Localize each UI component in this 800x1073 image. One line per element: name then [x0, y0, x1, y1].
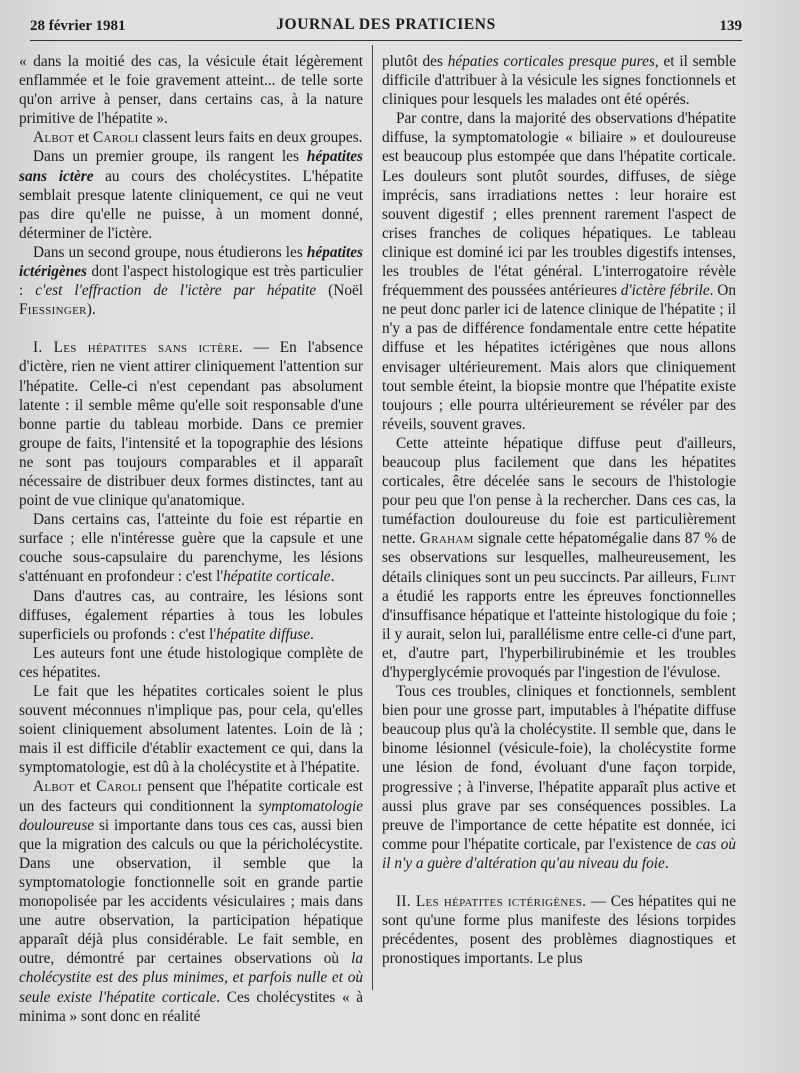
- journal-title: JOURNAL DES PRATICIENS: [276, 16, 496, 33]
- paragraph: [382, 682, 736, 873]
- text: et: [74, 129, 93, 147]
- section-heading: I. Les hépatites sans ictère.: [33, 339, 243, 357]
- author-name: Caroli: [96, 778, 142, 796]
- paragraph: [19, 682, 363, 777]
- paragraph: [19, 147, 363, 242]
- emphasis: cas où il n'y a guère d'altération qu'au niveau du foie: [382, 835, 736, 872]
- running-header: [30, 14, 742, 38]
- text: .: [664, 854, 669, 872]
- text: Dans certains cas, l'atteinte du foie est répartie en surface ; elle n'intéresse guère que la capsule et une couche sous-capsulaire du parenchyme, les lésions s'atténuant en profondeur : c'est l': [19, 511, 363, 586]
- paragraph: [19, 587, 363, 644]
- section-paragraph: [382, 892, 736, 968]
- paragraph: [19, 243, 363, 319]
- section-heading: II. Les hépatites ictérigènes.: [396, 893, 587, 911]
- paragraph: [19, 777, 363, 1025]
- text: — En l'absence d'ictère, rien ne vient attirer cliniquement l'attention sur l'hépatite. Celle-ci n'est cependant pas absolument latente : il semble même qu'elle soit responsable d'une bonne partie du tableau morbide. Dans ce premier groupe de faits, l'intensité et la topographie des lésions ne sont pas toujours comparables et il apparaît nécessaire de distribuer deux formes distinctes, tant au point de vue clinique qu'anatomique.: [19, 339, 363, 510]
- emphasis: hépatite corticale: [223, 568, 331, 586]
- author-name: Graham: [419, 530, 474, 548]
- text: (Noël: [316, 282, 364, 300]
- text: « dans la moitié des cas, la vésicule était légèrement enflammée et le foie gravement atteint... de telle sorte qu'on arrive à penser, dans certains cas, à la nature primitive de l'hépatite ».: [19, 53, 363, 128]
- text: au cours des cholécystites. L'hépatite semblait presque latente cliniquement, ce qui ne veut pas dire qu'elle ne puisse, à un moment donné, déterminer de l'ictère.: [19, 167, 363, 242]
- header-rule: [30, 40, 742, 41]
- text: si importante dans tous ces cas, aussi bien que la migration des calculs ou que la péricholécystite. Dans une observation, il semble que la symptomatologie fonctionnelle soit en grande partie monopolisée par les accidents vésiculaires ; mais dans une autre observation, la participation hépatique apparaît déjà plus considérable. Le fait semble, en outre, démontré par certaines observations où: [19, 816, 363, 968]
- text: . Ces cholécystites « à minima » sont donc en réalité: [19, 988, 364, 1025]
- text: , et il semble difficile d'attribuer à la vésicule les signes fonctionnels et cliniques pour lesquels les malades ont été opérés.: [382, 53, 736, 109]
- text: Dans un second groupe, nous étudierons les: [33, 243, 307, 261]
- page-number: 139: [719, 18, 742, 34]
- author-name: Caroli: [92, 129, 139, 147]
- emphasis: c'est l'effraction de l'ictère par hépatite: [35, 282, 317, 300]
- author-name: Albot: [33, 778, 75, 796]
- text: Par contre, dans la majorité des observations d'hépatite diffuse, la symptomatologie « biliaire » et douloureuse est beaucoup plus estompée que dans l'hépatite corticale. Les douleurs sont plutôt sourdes, diffuses, de siège imprécis, sans irradiations nettes : leur horaire est souvent digestif ; elles prennent rarement l'aspect de crises franches de coliques hépatiques. Le tableau clinique est dominé ici par les troubles digestifs intenses, les troubles de l'état général. L'interrogatoire révèle fréquemment des poussées antérieures: [382, 110, 736, 300]
- emphasis: hépaties corticales presque pures: [447, 53, 655, 70]
- author-name: Flint: [700, 568, 736, 586]
- text: plutôt des: [382, 53, 448, 70]
- paragraph: [382, 109, 736, 434]
- emphasis: hépatite diffuse: [216, 625, 310, 643]
- paragraph: [382, 52, 736, 109]
- text: Cette atteinte hépatique diffuse peut d'ailleurs, beaucoup plus facilement que dans les hépatites corticales, être décelée sans le secours de l'histologie pour peu que l'on pense à la rechercher. Dans ces cas, la tuméfaction douloureuse du foie est particulièrement nette.: [382, 434, 736, 548]
- paragraph: [19, 128, 363, 147]
- text: . On ne peut donc parler ici de latence clinique de l'hépatite ; il n'y a pas de différence fondamentale entre cette hépatite diffuse et les hépatites ictérigènes que nous allons envisager ultérieurement. Mais alors que cliniquement tout semble éteint, la biopsie montre que l'hépatite existe toujours ; elle pourra ultérieurement se révéler par des réveils, souvent graves.: [382, 282, 737, 433]
- emphasis: hépatites sans ictère: [19, 148, 363, 185]
- author-name: Fiessinger: [19, 301, 87, 319]
- text: et: [74, 778, 97, 796]
- paragraph: [19, 644, 363, 682]
- text: .: [310, 625, 314, 643]
- text: Dans d'autres cas, au contraire, les lésions sont diffuses, également réparties à tous les lobules superficiels ou profonds : c'est l': [19, 587, 363, 643]
- text: ).: [86, 301, 96, 319]
- issue-date: 28 février 1981: [30, 18, 126, 34]
- text: .: [330, 568, 335, 586]
- column-divider: [372, 45, 373, 990]
- paragraph: [19, 510, 363, 586]
- text: pensent que l'hépatite corticale est un des facteurs qui conditionnent la: [19, 778, 363, 815]
- emphasis: la cholécystite est des plus minimes, et parfois nulle et où seule existe l'hépatite corticale: [19, 950, 363, 1006]
- emphasis: d'ictère fébrile: [620, 282, 710, 300]
- text: Tous ces troubles, cliniques et fonctionnels, semblent bien pour une grosse part, imputables à l'hépatite diffuse beaucoup plus qu'à la cholécystite. Il semble que, dans le binome lésionnel (vésicule-foie), la cholécystite forme une lésion de fond, évoluant d'une façon torpide, progressive ; à l'inverse, l'hépatite apparaît plus active et aussi plus grave par ses conséquences possibles. La preuve de l'importance de cette hépatite est donnée, ici comme pour l'hépatite corticale, par l'existence de: [382, 683, 736, 853]
- text: Le fait que les hépatites corticales soient le plus souvent méconnues n'implique pas, pour cela, qu'elles soient cliniquement absolument latentes. Loin de là ; mais il est difficile d'établir exactement ce qui, dans la symptomatologie, est dû à la cholécystite et à l'hépatite.: [19, 683, 363, 777]
- text: Les auteurs font une étude histologique complète de ces hépatites.: [19, 644, 363, 681]
- text: classent leurs faits en deux groupes.: [138, 129, 363, 147]
- left-column: [19, 52, 363, 1026]
- text: — Ces hépatites qui ne sont qu'une forme plus manifeste des lésions torpides précédentes, posent des problèmes diagnostiques et pronostiques importants. Le plus: [382, 893, 736, 968]
- section-paragraph: [19, 338, 363, 510]
- text: Dans un premier groupe, ils rangent les: [33, 148, 307, 166]
- right-column: [382, 52, 736, 968]
- text: a étudié les rapports entre les épreuves fonctionnelles d'insuffisance hépatique et l'atteinte histologique du foie ; il y aurait, selon lui, parallélisme entre celle-ci d'une part, et, d'autre part, l'hyperbilirubinémie et les troubles d'hyperglycémie provoqués par l'ingestion de l'évulose.: [382, 587, 736, 681]
- paragraph: [19, 52, 363, 128]
- author-name: Albot: [33, 129, 75, 147]
- emphasis: symptomatologie douloureuse: [19, 797, 363, 834]
- text: dont l'aspect histologique est très particulier :: [19, 263, 363, 300]
- paragraph: [382, 434, 736, 682]
- text: signale cette hépatomégalie dans 87 % de ses observations sur lesquelles, malheureusement, les détails cliniques sont un peu succincts. Par ailleurs,: [382, 530, 736, 586]
- emphasis: hépatites ictérigènes: [19, 243, 363, 281]
